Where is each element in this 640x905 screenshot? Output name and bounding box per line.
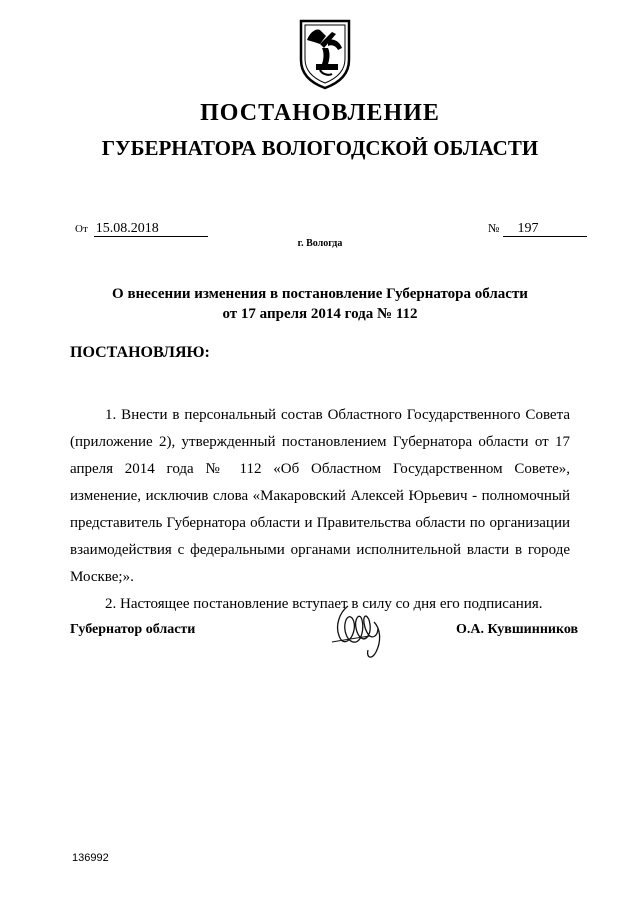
signatory-name: О.А. Кувшинников [456,622,579,637]
decree-heading: ПОСТАНОВЛЯЮ: [70,344,210,361]
document-subject [70,284,570,324]
number-value: 197 [503,221,587,237]
subject-line-2: от 17 апреля 2014 года № 112 [222,306,418,322]
document-body [70,402,570,618]
city-label: г. Вологда [297,238,343,249]
number-label: № [488,221,500,235]
coat-of-arms-icon [298,18,352,90]
date-field [75,220,208,237]
document-number-footer: 136992 [72,852,109,864]
paragraph: 2. Настоящее постановление вступает в силу со дня его подписания. [105,596,543,612]
subject-line-1: О внесении изменения в постановление Губернатора области [112,286,528,302]
document-issuer: ГУБЕРНАТОРА ВОЛОГОДСКОЙ ОБЛАСТИ [101,136,539,160]
document-title: ПОСТАНОВЛЕНИЕ [200,100,440,126]
number-field [488,220,587,237]
paragraph: 1. Внести в персональный состав Областного Государственного Совета (приложение 2), утвержденный постановлением Губернатора области от 17 апреля 2014 года № 112 «Об Областном Государственном Совете», изменение, исключив слова «Макаровский Алексей Юрьевич - полномочный представитель Губернатора области и Правительства области по организации взаимодействия с федеральными органами исполнительной власти в городе Москве;». [70,407,570,585]
signatory-position: Губернатор области [70,622,196,637]
handwritten-signature-icon [326,598,394,664]
date-label: От [75,223,88,235]
date-value: 15.08.2018 [94,221,208,237]
